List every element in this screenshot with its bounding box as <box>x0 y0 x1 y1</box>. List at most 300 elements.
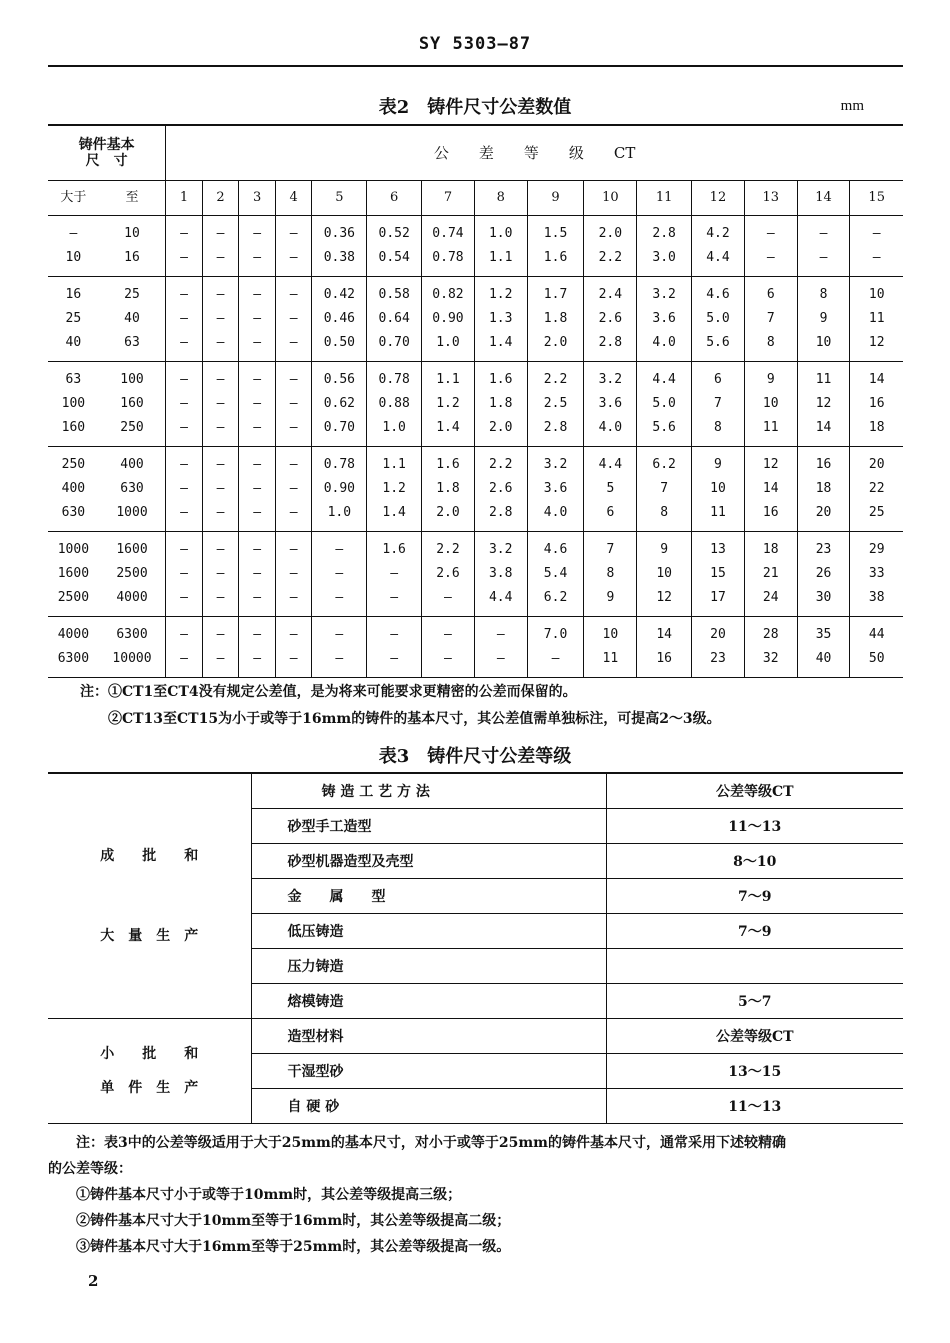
tolerance-cell: — <box>166 562 203 586</box>
grade-header-8: 8 <box>474 181 527 216</box>
tolerance-cell: — <box>797 216 850 247</box>
tolerance-cell: 1.4 <box>422 416 475 447</box>
size-from-cell: 6300 <box>48 647 99 678</box>
grade-header-7: 7 <box>422 181 475 216</box>
table2-notes <box>80 679 721 733</box>
tolerance-cell: 6 <box>692 362 745 393</box>
grade-cell: 13～15 <box>606 1054 903 1089</box>
tolerance-cell: 5.6 <box>692 331 745 362</box>
size-from-cell: 4000 <box>57 627 90 642</box>
tolerance-cell: 2.2 <box>584 246 637 277</box>
tolerance-cell: 2.8 <box>474 501 527 532</box>
tolerance-cell: 16 <box>637 647 692 678</box>
table-row <box>48 586 903 617</box>
tolerance-cell: 7.0 <box>527 617 584 648</box>
tolerance-cell: 4.0 <box>527 501 584 532</box>
tolerance-cell: 2.8 <box>637 216 692 247</box>
tolerance-cell: 1.2 <box>367 477 422 501</box>
tolerance-cell: — <box>367 647 422 678</box>
tolerance-cell: — <box>239 501 276 532</box>
tolerance-cell: — <box>166 416 203 447</box>
grade-cell: 5～7 <box>606 984 903 1019</box>
table3-title: 表3 铸件尺寸公差等级 <box>378 746 572 767</box>
tolerance-cell: 23 <box>692 647 745 678</box>
tolerance-cell: 2.8 <box>584 331 637 362</box>
table-row <box>48 331 903 362</box>
grade-header-14: 14 <box>797 181 850 216</box>
tolerance-cell: — <box>275 392 312 416</box>
tolerance-cell: 0.54 <box>367 246 422 277</box>
tolerance-grade-header: 公 差 等 级 CT <box>166 125 903 181</box>
tolerance-cell: — <box>239 477 276 501</box>
tolerance-cell: 29 <box>850 532 903 563</box>
tolerance-cell: — <box>239 392 276 416</box>
tolerance-cell: 1.3 <box>474 307 527 331</box>
head-molding-material: 造型材料 <box>251 1019 606 1054</box>
table3-note-2: ①铸件基本尺寸小于或等于10mm时，其公差等级提高三级； <box>48 1187 462 1203</box>
tolerance-cell: 40 <box>797 647 850 678</box>
size-from-cell: 40 <box>48 331 99 362</box>
tolerance-cell: 7 <box>637 477 692 501</box>
tolerance-cell: 7 <box>744 307 797 331</box>
table-row <box>48 617 903 648</box>
tolerance-cell: 2.0 <box>584 216 637 247</box>
tolerance-cell: 22 <box>850 477 903 501</box>
table-row <box>48 416 903 447</box>
tolerance-cell: 1.4 <box>474 331 527 362</box>
tolerance-cell: 7 <box>692 392 745 416</box>
tolerance-cell: 5.6 <box>637 416 692 447</box>
tolerance-cell: — <box>239 647 276 678</box>
tolerance-cell: — <box>312 647 367 678</box>
size-from-cell: 400 <box>61 481 86 496</box>
tolerance-grade-table <box>48 772 903 1124</box>
tolerance-cell: — <box>275 586 312 617</box>
tolerance-cell: 6 <box>584 501 637 532</box>
tolerance-cell: 1.8 <box>422 477 475 501</box>
group-small-batch <box>48 1019 251 1124</box>
tolerance-cell: 6.2 <box>637 447 692 478</box>
size-to-cell: 16 <box>99 246 166 277</box>
tolerance-cell: 2.2 <box>422 532 475 563</box>
basic-size-label-1: 铸件基本 <box>78 137 135 153</box>
tolerance-cell: 7 <box>584 532 637 563</box>
tolerance-cell: 2.4 <box>584 277 637 308</box>
tolerance-cell: — <box>239 246 276 277</box>
tolerance-cell: — <box>275 477 312 501</box>
tolerance-cell: 4.0 <box>637 331 692 362</box>
tolerance-cell: 4.2 <box>692 216 745 247</box>
tolerance-cell: 3.6 <box>637 307 692 331</box>
table-row <box>48 216 903 247</box>
tolerance-cell: — <box>527 647 584 678</box>
tolerance-cell: 3.2 <box>637 277 692 308</box>
basic-size-header <box>48 125 166 181</box>
grade-header-12: 12 <box>692 181 745 216</box>
tolerance-cell: — <box>166 586 203 617</box>
tolerance-cell: 11 <box>797 362 850 393</box>
tolerance-cell: 14 <box>850 362 903 393</box>
tolerance-cell: 4.4 <box>584 447 637 478</box>
tolerance-cell: 4.0 <box>584 416 637 447</box>
tolerance-cell: — <box>367 617 422 648</box>
grade-header-13: 13 <box>744 181 797 216</box>
tolerance-cell: 10 <box>637 562 692 586</box>
tolerance-cell: 2.6 <box>584 307 637 331</box>
header-rule <box>48 65 903 67</box>
tolerance-cell: — <box>202 277 239 308</box>
tolerance-cell: 5.4 <box>527 562 584 586</box>
table2-note-2: ②CT13至CT15为小于或等于16mm的铸件的基本尺寸，其公差值需单独标注，可提高2～3级。 <box>80 711 721 727</box>
size-to-cell: 160 <box>120 396 144 411</box>
tolerance-cell: — <box>422 617 475 648</box>
tolerance-cell: 11 <box>850 307 903 331</box>
tolerance-cell: — <box>202 331 239 362</box>
table2-note-1: 注：①CT1至CT4没有规定公差值，是为将来可能要求更精密的公差而保留的。 <box>80 684 577 700</box>
tolerance-cell: 1.6 <box>367 532 422 563</box>
tolerance-cell: 0.78 <box>312 447 367 478</box>
table-row <box>48 562 903 586</box>
grade-header-5: 5 <box>312 181 367 216</box>
table-row <box>48 1019 903 1054</box>
tolerance-cell: 0.52 <box>367 216 422 247</box>
tolerance-cell: — <box>202 477 239 501</box>
tolerance-cell: 0.78 <box>422 246 475 277</box>
tolerance-cell: — <box>312 617 367 648</box>
size-to-cell: 63 <box>99 331 166 362</box>
tolerance-cell: 2.0 <box>527 331 584 362</box>
tolerance-cell: 8 <box>637 501 692 532</box>
tolerance-cell: 3.6 <box>584 392 637 416</box>
col-header-to: 至 <box>99 181 166 216</box>
tolerance-cell: 3.2 <box>474 532 527 563</box>
tolerance-cell: 1.1 <box>474 246 527 277</box>
tolerance-cell: 5.0 <box>692 307 745 331</box>
tolerance-cell: — <box>166 246 203 277</box>
size-from-cell: 1600 <box>57 566 90 581</box>
tolerance-cell: — <box>474 647 527 678</box>
tolerance-cell: 4.4 <box>692 246 745 277</box>
tolerance-cell: 2.5 <box>527 392 584 416</box>
grade-header-2: 2 <box>202 181 239 216</box>
tolerance-cell: 1.1 <box>422 362 475 393</box>
tolerance-cell: 10 <box>584 617 637 648</box>
tolerance-cell: — <box>239 586 276 617</box>
tolerance-cell: — <box>239 216 276 247</box>
size-to-cell: 1600 <box>116 542 148 557</box>
tolerance-cell: 1.2 <box>474 277 527 308</box>
tolerance-cell: 12 <box>797 392 850 416</box>
grade-header-15: 15 <box>850 181 903 216</box>
method-cell: 砂型手工造型 <box>251 809 606 844</box>
method-cell: 干湿型砂 <box>251 1054 606 1089</box>
tolerance-cell: 10 <box>692 477 745 501</box>
tolerance-cell: 4.6 <box>692 277 745 308</box>
table3-note-4: ③铸件基本尺寸大于16mm至等于25mm时，其公差等级提高一级。 <box>48 1239 511 1255</box>
tolerance-cell: — <box>312 532 367 563</box>
table3-note-1: 的公差等级： <box>48 1161 132 1177</box>
size-to-cell: 10000 <box>99 647 166 678</box>
table3-note-0: 注：表3中的公差等级适用于大于25mm的基本尺寸，对小于或等于25mm的铸件基本尺寸，通常采用下述较精确 <box>48 1135 786 1151</box>
tolerance-cell: 1.0 <box>474 216 527 247</box>
grade-cell: 11～13 <box>606 809 903 844</box>
tolerance-cell: — <box>166 331 203 362</box>
tolerance-cell: 16 <box>850 392 903 416</box>
tolerance-cell: 14 <box>744 477 797 501</box>
grade-cell: 8～10 <box>606 844 903 879</box>
tolerance-cell: — <box>367 562 422 586</box>
tolerance-cell: — <box>166 307 203 331</box>
size-to-cell: 4000 <box>99 586 166 617</box>
tolerance-cell: 0.36 <box>312 216 367 247</box>
tolerance-cell: — <box>312 586 367 617</box>
tolerance-cell: 0.74 <box>422 216 475 247</box>
tolerance-cell: — <box>202 362 239 393</box>
method-cell: 低压铸造 <box>251 914 606 949</box>
tolerance-cell: 14 <box>637 617 692 648</box>
tolerance-cell: — <box>422 647 475 678</box>
size-to-cell: 10 <box>124 226 140 241</box>
tolerance-cell: — <box>239 362 276 393</box>
tolerance-cell: 11 <box>744 416 797 447</box>
tolerance-cell: 17 <box>692 586 745 617</box>
tolerance-cell: — <box>239 562 276 586</box>
tolerance-cell: — <box>275 647 312 678</box>
size-from-cell: 25 <box>65 311 82 326</box>
group-mass-production <box>48 773 251 1019</box>
tolerance-cell: — <box>744 246 797 277</box>
page-number: 2 <box>88 1272 99 1290</box>
size-to-cell: 1000 <box>99 501 166 532</box>
tolerance-cell: 0.50 <box>312 331 367 362</box>
tolerance-cell: — <box>474 617 527 648</box>
grade-cell: 7～9 <box>606 879 903 914</box>
tolerance-cell: 23 <box>797 532 850 563</box>
tolerance-cell: 16 <box>744 501 797 532</box>
tolerance-cell: — <box>166 392 203 416</box>
size-to-cell: 400 <box>120 457 144 472</box>
group2-line1: 小 批 和 <box>100 1046 199 1062</box>
tolerance-cell: 1.8 <box>527 307 584 331</box>
size-from-cell: 63 <box>65 372 82 387</box>
table-row <box>48 277 903 308</box>
tolerance-cell: 12 <box>637 586 692 617</box>
tolerance-cell: — <box>239 532 276 563</box>
tolerance-cell: — <box>744 216 797 247</box>
tolerance-cell: 5 <box>584 477 637 501</box>
tolerance-cell: 14 <box>797 416 850 447</box>
tolerance-cell: 20 <box>797 501 850 532</box>
tolerance-cell: 0.70 <box>367 331 422 362</box>
grade-cell: 11～13 <box>606 1089 903 1124</box>
tolerance-cell: — <box>275 532 312 563</box>
tolerance-cell: 0.78 <box>367 362 422 393</box>
tolerance-cell: 6.2 <box>527 586 584 617</box>
tolerance-cell: 3.0 <box>637 246 692 277</box>
tolerance-cell: 18 <box>797 477 850 501</box>
tolerance-cell: — <box>275 331 312 362</box>
grade-header-4: 4 <box>275 181 312 216</box>
tolerance-cell: — <box>202 392 239 416</box>
tolerance-cell: 1.0 <box>312 501 367 532</box>
table2-unit: mm <box>840 98 864 114</box>
tolerance-cell: — <box>275 501 312 532</box>
tolerance-cell: 0.42 <box>312 277 367 308</box>
tolerance-cell: — <box>166 477 203 501</box>
group1-line1: 成 批 和 <box>100 848 199 864</box>
tolerance-cell: — <box>202 586 239 617</box>
tolerance-cell: — <box>422 586 475 617</box>
tolerance-cell: — <box>239 307 276 331</box>
tolerance-cell: 0.62 <box>312 392 367 416</box>
tolerance-cell: 11 <box>584 647 637 678</box>
tolerance-cell: 3.2 <box>584 362 637 393</box>
tolerance-cell: 6 <box>744 277 797 308</box>
tolerance-cell: 2.0 <box>422 501 475 532</box>
tolerance-cell: 0.70 <box>312 416 367 447</box>
tolerance-cell: 38 <box>850 586 903 617</box>
size-from-cell: 16 <box>65 287 82 302</box>
tolerance-cell: 24 <box>744 586 797 617</box>
tolerance-cell: — <box>275 307 312 331</box>
tolerance-cell: 1.4 <box>367 501 422 532</box>
document-header: SY 5303—87 <box>418 34 532 54</box>
group2-line2: 单 件 生 产 <box>100 1080 199 1096</box>
size-from-cell: 100 <box>61 396 86 411</box>
tolerance-cell: 21 <box>744 562 797 586</box>
tolerance-cell: — <box>275 277 312 308</box>
tolerance-cell: — <box>202 501 239 532</box>
table2-title: 表2 铸件尺寸公差数值 <box>378 97 572 118</box>
table-row <box>48 501 903 532</box>
tolerance-cell: 12 <box>850 331 903 362</box>
tolerance-cell: 4.6 <box>527 532 584 563</box>
tolerance-cell: 2.6 <box>474 477 527 501</box>
tolerance-cell: 3.8 <box>474 562 527 586</box>
size-from-cell: 1000 <box>57 542 90 557</box>
tolerance-cell: — <box>239 447 276 478</box>
tolerance-cell: 2.0 <box>474 416 527 447</box>
tolerance-cell: 28 <box>744 617 797 648</box>
tolerance-cell: 9 <box>692 447 745 478</box>
head-tolerance-grade: 公差等级CT <box>606 773 903 809</box>
tolerance-cell: 0.90 <box>312 477 367 501</box>
tolerance-cell: 2.2 <box>474 447 527 478</box>
table3-notes <box>48 1130 903 1260</box>
size-to-cell: 250 <box>99 416 166 447</box>
tolerance-cell: 16 <box>797 447 850 478</box>
tolerance-cell: 0.88 <box>367 392 422 416</box>
size-from-cell: 160 <box>48 416 99 447</box>
tolerance-cell: — <box>239 277 276 308</box>
tolerance-cell: 30 <box>797 586 850 617</box>
tolerance-cell: 12 <box>744 447 797 478</box>
tolerance-values-table <box>48 124 903 678</box>
tolerance-cell: — <box>275 246 312 277</box>
tolerance-cell: 10 <box>797 331 850 362</box>
method-cell: 自 硬 砂 <box>251 1089 606 1124</box>
group1-line2: 大 量 生 产 <box>100 928 199 944</box>
tolerance-cell: — <box>275 416 312 447</box>
size-from-cell: 10 <box>48 246 99 277</box>
tolerance-cell: 18 <box>744 532 797 563</box>
grade-header-10: 10 <box>584 181 637 216</box>
head-casting-method: 铸 造 工 艺 方 法 <box>251 773 606 809</box>
tolerance-cell: 1.5 <box>527 216 584 247</box>
tolerance-cell: 9 <box>637 532 692 563</box>
tolerance-cell: 26 <box>797 562 850 586</box>
tolerance-cell: — <box>367 586 422 617</box>
tolerance-cell: 2.2 <box>527 362 584 393</box>
tolerance-cell: — <box>202 416 239 447</box>
grade-cell: 7～9 <box>606 914 903 949</box>
tolerance-cell: — <box>202 216 239 247</box>
tolerance-cell: 4.4 <box>474 586 527 617</box>
tolerance-cell: — <box>166 617 203 648</box>
tolerance-cell: 10 <box>744 392 797 416</box>
tolerance-cell: 3.6 <box>527 477 584 501</box>
size-from-cell: 250 <box>61 457 86 472</box>
tolerance-cell: 25 <box>850 501 903 532</box>
tolerance-cell: 50 <box>850 647 903 678</box>
table-row <box>48 307 903 331</box>
grade-cell <box>606 949 903 984</box>
tolerance-cell: — <box>166 447 203 478</box>
table-row <box>48 392 903 416</box>
method-cell: 砂型机器造型及壳型 <box>251 844 606 879</box>
tolerance-cell: — <box>797 246 850 277</box>
tolerance-cell: 1.8 <box>474 392 527 416</box>
size-to-cell: 6300 <box>116 627 148 642</box>
grade-header-3: 3 <box>239 181 276 216</box>
size-from-cell: 630 <box>48 501 99 532</box>
tolerance-cell: 32 <box>744 647 797 678</box>
tolerance-cell: 0.56 <box>312 362 367 393</box>
size-to-cell: 100 <box>120 372 144 387</box>
tolerance-cell: — <box>166 362 203 393</box>
tolerance-cell: 18 <box>850 416 903 447</box>
method-cell: 熔模铸造 <box>251 984 606 1019</box>
tolerance-cell: 0.82 <box>422 277 475 308</box>
tolerance-cell: 8 <box>797 277 850 308</box>
tolerance-cell: 13 <box>692 532 745 563</box>
tolerance-cell: 1.2 <box>422 392 475 416</box>
tolerance-cell: — <box>275 216 312 247</box>
tolerance-cell: — <box>239 416 276 447</box>
tolerance-cell: 1.6 <box>527 246 584 277</box>
tolerance-cell: 0.46 <box>312 307 367 331</box>
table-row <box>48 532 903 563</box>
tolerance-cell: 0.38 <box>312 246 367 277</box>
tolerance-cell: 10 <box>850 277 903 308</box>
tolerance-cell: 35 <box>797 617 850 648</box>
tolerance-cell: 1.0 <box>367 416 422 447</box>
tolerance-cell: — <box>850 216 903 247</box>
tolerance-cell: 3.2 <box>527 447 584 478</box>
size-to-cell: 40 <box>124 311 140 326</box>
table-row <box>48 477 903 501</box>
tolerance-cell: 1.7 <box>527 277 584 308</box>
tolerance-cell: 1.6 <box>422 447 475 478</box>
size-from-cell: 2500 <box>48 586 99 617</box>
size-from-cell: — <box>69 226 78 241</box>
tolerance-cell: — <box>202 447 239 478</box>
tolerance-cell: — <box>275 362 312 393</box>
tolerance-cell: — <box>312 562 367 586</box>
tolerance-cell: 1.0 <box>422 331 475 362</box>
tolerance-cell: — <box>166 501 203 532</box>
tolerance-cell: 33 <box>850 562 903 586</box>
